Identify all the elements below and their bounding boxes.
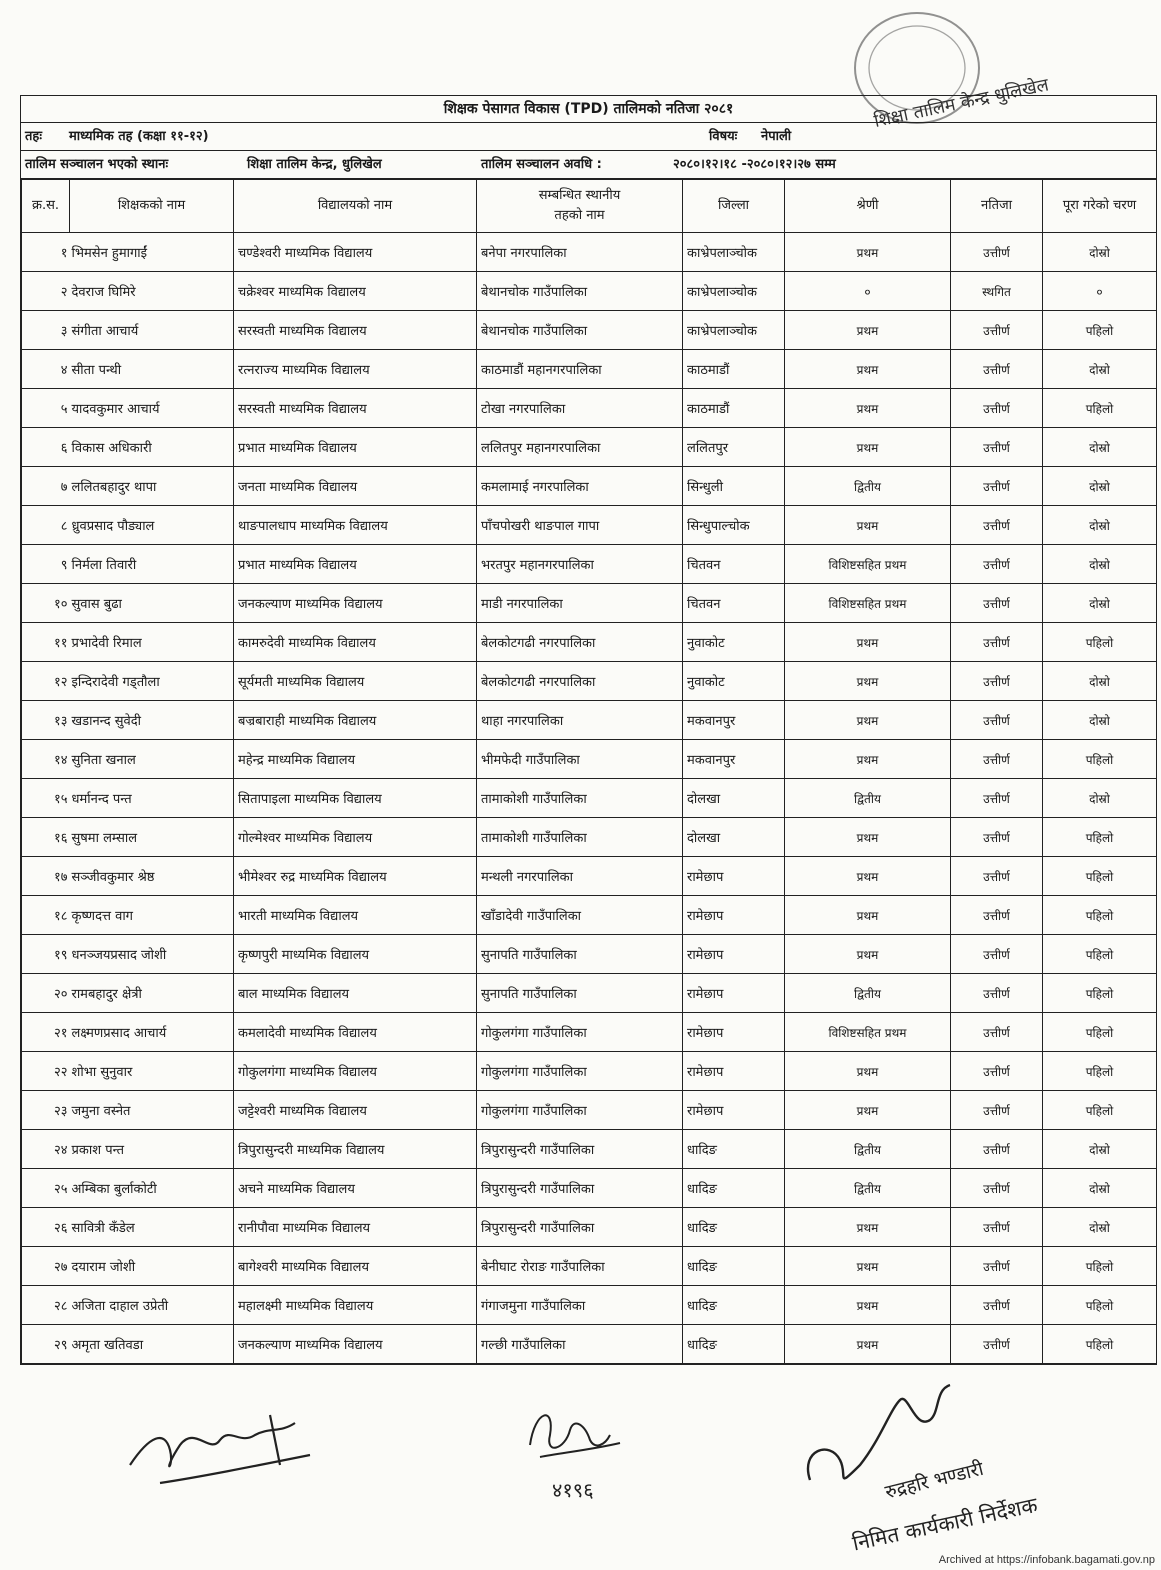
cell-district: सिन्धुली [683, 467, 785, 506]
cell-phase: दोस्रो [1043, 545, 1157, 584]
table-row [22, 779, 1157, 818]
cell-school: महालक्ष्मी माध्यमिक विद्यालय [234, 1286, 477, 1325]
cell-result: उत्तीर्ण [951, 506, 1043, 545]
cell-district: दोलखा [683, 818, 785, 857]
cell-local: सुनापति गाउँपालिका [477, 935, 683, 974]
cell-phase: दोस्रो [1043, 662, 1157, 701]
col-result: नतिजा [951, 180, 1043, 233]
cell-school: गोकुलगंगा माध्यमिक विद्यालय [234, 1052, 477, 1091]
cell-district: धादिङ [683, 1247, 785, 1286]
cell-division: द्वितीय [785, 467, 951, 506]
cell-district: रामेछाप [683, 935, 785, 974]
cell-result: उत्तीर्ण [951, 857, 1043, 896]
col-serial: क्र.स. [22, 180, 70, 233]
cell-local: त्रिपुरासुन्दरी गाउँपालिका [477, 1130, 683, 1169]
cell-local: त्रिपुरासुन्दरी गाउँपालिका [477, 1208, 683, 1247]
cell-division: प्रथम [785, 1052, 951, 1091]
cell-school: गोल्मेश्वर माध्यमिक विद्यालय [234, 818, 477, 857]
cell-result: उत्तीर्ण [951, 974, 1043, 1013]
cell-teacher: निर्मला तिवारी [70, 545, 234, 584]
cell-division: प्रथम [785, 662, 951, 701]
cell-division: प्रथम [785, 1286, 951, 1325]
cell-result: उत्तीर्ण [951, 896, 1043, 935]
table-row [22, 1013, 1157, 1052]
cell-district: काठमाडौं [683, 389, 785, 428]
cell-local: गोकुलगंगा गाउँपालिका [477, 1091, 683, 1130]
cell-serial: १० [22, 584, 70, 623]
cell-serial: ४ [22, 350, 70, 389]
signer-name: रुद्रहरि भण्डारी [882, 1457, 986, 1504]
archive-note: Archived at https://infobank.bagamati.gov.np [938, 1554, 1155, 1566]
cell-serial: १५ [22, 779, 70, 818]
cell-district: दोलखा [683, 779, 785, 818]
cell-phase: पहिलो [1043, 1286, 1157, 1325]
cell-phase: दोस्रो [1043, 506, 1157, 545]
table-row [22, 1286, 1157, 1325]
cell-district: रामेछाप [683, 1052, 785, 1091]
cell-school: थाङपालधाप माध्यमिक विद्यालय [234, 506, 477, 545]
cell-district: सिन्धुपाल्चोक [683, 506, 785, 545]
cell-school: सरस्वती माध्यमिक विद्यालय [234, 311, 477, 350]
cell-school: प्रभात माध्यमिक विद्यालय [234, 428, 477, 467]
cell-serial: २६ [22, 1208, 70, 1247]
cell-district: धादिङ [683, 1208, 785, 1247]
cell-teacher: सुषमा लम्साल [70, 818, 234, 857]
results-table-body [22, 233, 1157, 1364]
cell-local: भरतपुर महानगरपालिका [477, 545, 683, 584]
cell-serial: २४ [22, 1130, 70, 1169]
cell-district: मकवानपुर [683, 740, 785, 779]
table-row [22, 857, 1157, 896]
table-row [22, 1052, 1157, 1091]
cell-serial: ५ [22, 389, 70, 428]
col-local-line1: सम्बन्धित स्थानीय [538, 188, 621, 203]
cell-district: काभ्रेपलाञ्चोक [683, 311, 785, 350]
cell-school: अचने माध्यमिक विद्यालय [234, 1169, 477, 1208]
cell-teacher: जमुना वस्नेत [70, 1091, 234, 1130]
cell-school: प्रभात माध्यमिक विद्यालय [234, 545, 477, 584]
results-sheet [20, 95, 1157, 1365]
cell-division: प्रथम [785, 1325, 951, 1364]
cell-teacher: अमृता खतिवडा [70, 1325, 234, 1364]
cell-result: उत्तीर्ण [951, 779, 1043, 818]
table-row [22, 1091, 1157, 1130]
cell-result: स्थगित [951, 272, 1043, 311]
subject-label: विषयः [709, 129, 738, 144]
cell-division: प्रथम [785, 1208, 951, 1247]
cell-phase: दोस्रो [1043, 1208, 1157, 1247]
cell-phase: पहिलो [1043, 1013, 1157, 1052]
cell-division: प्रथम [785, 1091, 951, 1130]
cell-local: टोखा नगरपालिका [477, 389, 683, 428]
cell-result: उत्तीर्ण [951, 935, 1043, 974]
cell-serial: २ [22, 272, 70, 311]
cell-district: रामेछाप [683, 1091, 785, 1130]
cell-school: कमलादेवी माध्यमिक विद्यालय [234, 1013, 477, 1052]
cell-local: माडी नगरपालिका [477, 584, 683, 623]
table-row [22, 740, 1157, 779]
cell-teacher: अम्बिका बुर्लाकोटी [70, 1169, 234, 1208]
cell-school: महेन्द्र माध्यमिक विद्यालय [234, 740, 477, 779]
cell-phase: दोस्रो [1043, 233, 1157, 272]
cell-serial: ७ [22, 467, 70, 506]
cell-serial: १७ [22, 857, 70, 896]
cell-local: सुनापति गाउँपालिका [477, 974, 683, 1013]
cell-phase: दोस्रो [1043, 701, 1157, 740]
cell-result: उत्तीर्ण [951, 1091, 1043, 1130]
cell-phase: दोस्रो [1043, 779, 1157, 818]
cell-school: जनकल्याण माध्यमिक विद्यालय [234, 584, 477, 623]
cell-serial: १९ [22, 935, 70, 974]
cell-local: ललितपुर महानगरपालिका [477, 428, 683, 467]
table-row [22, 1325, 1157, 1364]
cell-division: प्रथम [785, 506, 951, 545]
cell-local: गंगाजमुना गाउँपालिका [477, 1286, 683, 1325]
cell-division: प्रथम [785, 935, 951, 974]
signature-middle-note: ४१९६ [552, 1478, 594, 1502]
cell-school: जनकल्याण माध्यमिक विद्यालय [234, 1325, 477, 1364]
cell-teacher: विकास अधिकारी [70, 428, 234, 467]
table-row [22, 662, 1157, 701]
cell-teacher: धनञ्जयप्रसाद जोशी [70, 935, 234, 974]
cell-teacher: इन्दिरादेवी गड्तौला [70, 662, 234, 701]
cell-result: उत्तीर्ण [951, 311, 1043, 350]
cell-phase: दोस्रो [1043, 467, 1157, 506]
cell-serial: ८ [22, 506, 70, 545]
cell-district: नुवाकोट [683, 623, 785, 662]
cell-phase: पहिलो [1043, 623, 1157, 662]
cell-school: कामरुदेवी माध्यमिक विद्यालय [234, 623, 477, 662]
cell-phase: पहिलो [1043, 1091, 1157, 1130]
cell-phase: दोस्रो [1043, 1169, 1157, 1208]
cell-school: चण्डेश्वरी माध्यमिक विद्यालय [234, 233, 477, 272]
cell-serial: २० [22, 974, 70, 1013]
cell-serial: २२ [22, 1052, 70, 1091]
col-division: श्रेणी [785, 180, 951, 233]
cell-school: भीमेश्वर रुद्र माध्यमिक विद्यालय [234, 857, 477, 896]
cell-local: गोकुलगंगा गाउँपालिका [477, 1013, 683, 1052]
cell-local: बेनीघाट रोराङ गाउँपालिका [477, 1247, 683, 1286]
cell-phase: पहिलो [1043, 818, 1157, 857]
cell-teacher: शोभा सुनुवार [70, 1052, 234, 1091]
cell-school: जट्टेश्वरी माध्यमिक विद्यालय [234, 1091, 477, 1130]
cell-teacher: लक्ष्मणप्रसाद आचार्य [70, 1013, 234, 1052]
table-row [22, 701, 1157, 740]
cell-local: भीमफेदी गाउँपालिका [477, 740, 683, 779]
cell-result: उत्तीर्ण [951, 233, 1043, 272]
cell-district: धादिङ [683, 1325, 785, 1364]
subject-value: नेपाली [761, 129, 792, 144]
cell-teacher: संगीता आचार्य [70, 311, 234, 350]
cell-result: उत्तीर्ण [951, 1208, 1043, 1247]
cell-serial: १८ [22, 896, 70, 935]
cell-teacher: देवराज घिमिरे [70, 272, 234, 311]
cell-result: उत्तीर्ण [951, 1286, 1043, 1325]
cell-local: बनेपा नगरपालिका [477, 233, 683, 272]
cell-teacher: प्रकाश पन्त [70, 1130, 234, 1169]
level-label: तहः [25, 129, 42, 144]
venue-label: तालिम सञ्चालन भएको स्थानः [25, 157, 169, 172]
table-header-row [22, 180, 1157, 233]
cell-school: कृष्णपुरी माध्यमिक विद्यालय [234, 935, 477, 974]
cell-phase: पहिलो [1043, 1052, 1157, 1091]
cell-teacher: ललितबहादुर थापा [70, 467, 234, 506]
cell-phase: दोस्रो [1043, 428, 1157, 467]
cell-local: काठमाडौं महानगरपालिका [477, 350, 683, 389]
cell-result: उत्तीर्ण [951, 623, 1043, 662]
cell-serial: १३ [22, 701, 70, 740]
cell-district: धादिङ [683, 1286, 785, 1325]
cell-serial: १२ [22, 662, 70, 701]
cell-division: प्रथम [785, 350, 951, 389]
cell-serial: २५ [22, 1169, 70, 1208]
cell-result: उत्तीर्ण [951, 1247, 1043, 1286]
cell-division: द्वितीय [785, 974, 951, 1013]
cell-district: धादिङ [683, 1169, 785, 1208]
cell-division: विशिष्टसहित प्रथम [785, 545, 951, 584]
cell-school: बागेश्वरी माध्यमिक विद्यालय [234, 1247, 477, 1286]
venue-value: शिक्षा तालिम केन्द्र, धुलिखेल [247, 157, 382, 172]
cell-district: काभ्रेपलाञ्चोक [683, 272, 785, 311]
cell-district: धादिङ [683, 1130, 785, 1169]
cell-result: उत्तीर्ण [951, 740, 1043, 779]
table-row [22, 233, 1157, 272]
level-subject-row [21, 123, 1156, 151]
cell-division: प्रथम [785, 233, 951, 272]
cell-result: उत्तीर्ण [951, 1169, 1043, 1208]
cell-division: द्वितीय [785, 1130, 951, 1169]
cell-division: प्रथम [785, 428, 951, 467]
cell-school: बाल माध्यमिक विद्यालय [234, 974, 477, 1013]
cell-result: उत्तीर्ण [951, 584, 1043, 623]
cell-district: काभ्रेपलाञ्चोक [683, 233, 785, 272]
cell-district: रामेछाप [683, 1013, 785, 1052]
cell-phase: दोस्रो [1043, 1130, 1157, 1169]
cell-division: विशिष्टसहित प्रथम [785, 584, 951, 623]
cell-phase: पहिलो [1043, 1247, 1157, 1286]
level-value: माध्यमिक तह (कक्षा ११-१२) [69, 129, 209, 144]
cell-local: कमलामाई नगरपालिका [477, 467, 683, 506]
cell-result: उत्तीर्ण [951, 1013, 1043, 1052]
table-row [22, 896, 1157, 935]
col-phase: पूरा गरेको चरण [1043, 180, 1157, 233]
stamp-text: शिक्षा तालिम केन्द्र धुलिखेल [872, 74, 1051, 132]
cell-phase: ० [1043, 272, 1157, 311]
cell-local: तामाकोशी गाउँपालिका [477, 779, 683, 818]
table-row [22, 506, 1157, 545]
cell-school: भारती माध्यमिक विद्यालय [234, 896, 477, 935]
cell-result: उत्तीर्ण [951, 467, 1043, 506]
cell-district: काठमाडौं [683, 350, 785, 389]
cell-local: गल्छी गाउँपालिका [477, 1325, 683, 1364]
cell-local: बेथानचोक गाउँपालिका [477, 272, 683, 311]
cell-division: द्वितीय [785, 1169, 951, 1208]
cell-division: प्रथम [785, 740, 951, 779]
cell-local: बेलकोटगढी नगरपालिका [477, 623, 683, 662]
cell-division: प्रथम [785, 389, 951, 428]
cell-phase: पहिलो [1043, 896, 1157, 935]
cell-local: पाँचपोखरी थाङपाल गापा [477, 506, 683, 545]
table-row [22, 1130, 1157, 1169]
cell-division: ० [785, 272, 951, 311]
cell-phase: पहिलो [1043, 311, 1157, 350]
cell-serial: १६ [22, 818, 70, 857]
cell-teacher: खडानन्द सुवेदी [70, 701, 234, 740]
cell-teacher: भिमसेन हुमागाईं [70, 233, 234, 272]
signature-right [790, 1370, 1090, 1556]
cell-division: प्रथम [785, 701, 951, 740]
cell-result: उत्तीर्ण [951, 428, 1043, 467]
cell-division: प्रथम [785, 818, 951, 857]
cell-division: द्वितीय [785, 779, 951, 818]
cell-division: प्रथम [785, 1247, 951, 1286]
cell-serial: ३ [22, 311, 70, 350]
cell-phase: दोस्रो [1043, 350, 1157, 389]
cell-local: बेलकोटगढी नगरपालिका [477, 662, 683, 701]
cell-school: सरस्वती माध्यमिक विद्यालय [234, 389, 477, 428]
table-row [22, 272, 1157, 311]
cell-school: रानीपौवा माध्यमिक विद्यालय [234, 1208, 477, 1247]
cell-school: सितापाइला माध्यमिक विद्यालय [234, 779, 477, 818]
table-row [22, 428, 1157, 467]
cell-school: बज्रबाराही माध्यमिक विद्यालय [234, 701, 477, 740]
page-title: शिक्षक पेसागत विकास (TPD) तालिमको नतिजा २०८१ [21, 96, 1156, 123]
cell-local: बेथानचोक गाउँपालिका [477, 311, 683, 350]
table-row [22, 1169, 1157, 1208]
cell-teacher: सञ्जीवकुमार श्रेष्ठ [70, 857, 234, 896]
cell-teacher: ध्रुवप्रसाद पौड्याल [70, 506, 234, 545]
cell-local: थाहा नगरपालिका [477, 701, 683, 740]
cell-result: उत्तीर्ण [951, 701, 1043, 740]
cell-division: विशिष्टसहित प्रथम [785, 1013, 951, 1052]
cell-phase: दोस्रो [1043, 584, 1157, 623]
table-row [22, 1208, 1157, 1247]
cell-local: गोकुलगंगा गाउँपालिका [477, 1052, 683, 1091]
cell-teacher: सीता पन्थी [70, 350, 234, 389]
cell-serial: २७ [22, 1247, 70, 1286]
cell-result: उत्तीर्ण [951, 818, 1043, 857]
cell-phase: पहिलो [1043, 389, 1157, 428]
cell-result: उत्तीर्ण [951, 545, 1043, 584]
cell-serial: २८ [22, 1286, 70, 1325]
table-row [22, 623, 1157, 662]
table-row [22, 974, 1157, 1013]
cell-teacher: कृष्णदत्त वाग [70, 896, 234, 935]
cell-division: प्रथम [785, 623, 951, 662]
cell-teacher: अजिता दाहाल उप्रेती [70, 1286, 234, 1325]
table-row [22, 935, 1157, 974]
cell-result: उत्तीर्ण [951, 1325, 1043, 1364]
results-table [21, 179, 1157, 1364]
cell-division: प्रथम [785, 857, 951, 896]
cell-phase: पहिलो [1043, 740, 1157, 779]
col-school: विद्यालयको नाम [234, 180, 477, 233]
cell-serial: १ [22, 233, 70, 272]
table-row [22, 584, 1157, 623]
cell-school: चक्रेश्वर माध्यमिक विद्यालय [234, 272, 477, 311]
cell-district: मकवानपुर [683, 701, 785, 740]
table-row [22, 545, 1157, 584]
col-local [477, 180, 683, 233]
col-teacher: शिक्षकको नाम [70, 180, 234, 233]
cell-teacher: सुवास बुढा [70, 584, 234, 623]
cell-phase: पहिलो [1043, 1325, 1157, 1364]
cell-district: चितवन [683, 584, 785, 623]
cell-serial: १४ [22, 740, 70, 779]
period-label: तालिम सञ्चालन अवधि : [481, 157, 602, 172]
cell-district: रामेछाप [683, 896, 785, 935]
cell-district: नुवाकोट [683, 662, 785, 701]
cell-local: त्रिपुरासुन्दरी गाउँपालिका [477, 1169, 683, 1208]
signature-middle [510, 1395, 630, 1505]
table-row [22, 389, 1157, 428]
cell-teacher: प्रभादेवी रिमाल [70, 623, 234, 662]
cell-district: चितवन [683, 545, 785, 584]
signature-left [120, 1405, 320, 1495]
cell-result: उत्तीर्ण [951, 350, 1043, 389]
cell-division: प्रथम [785, 311, 951, 350]
signer-title: निमित कार्यकारी निर्देशक [850, 1492, 1040, 1556]
cell-teacher: धर्मानन्द पन्त [70, 779, 234, 818]
cell-school: जनता माध्यमिक विद्यालय [234, 467, 477, 506]
cell-teacher: दयाराम जोशी [70, 1247, 234, 1286]
cell-phase: पहिलो [1043, 857, 1157, 896]
cell-result: उत्तीर्ण [951, 662, 1043, 701]
cell-result: उत्तीर्ण [951, 1130, 1043, 1169]
table-row [22, 350, 1157, 389]
period-value: २०८०।१२।१८ -२०८०।१२।२७ सम्म [673, 157, 836, 172]
cell-teacher: सावित्री कँडेल [70, 1208, 234, 1247]
cell-phase: पहिलो [1043, 935, 1157, 974]
table-row [22, 818, 1157, 857]
cell-phase: पहिलो [1043, 974, 1157, 1013]
cell-serial: ६ [22, 428, 70, 467]
cell-serial: ९ [22, 545, 70, 584]
cell-serial: २९ [22, 1325, 70, 1364]
table-row [22, 311, 1157, 350]
cell-teacher: यादवकुमार आचार्य [70, 389, 234, 428]
cell-result: उत्तीर्ण [951, 389, 1043, 428]
cell-serial: २३ [22, 1091, 70, 1130]
cell-school: रत्नराज्य माध्यमिक विद्यालय [234, 350, 477, 389]
cell-district: रामेछाप [683, 857, 785, 896]
table-row [22, 467, 1157, 506]
cell-local: मन्थली नगरपालिका [477, 857, 683, 896]
venue-period-row [21, 151, 1156, 179]
cell-teacher: सुनिता खनाल [70, 740, 234, 779]
cell-teacher: रामबहादुर क्षेत्री [70, 974, 234, 1013]
cell-result: उत्तीर्ण [951, 1052, 1043, 1091]
cell-school: त्रिपुरासुन्दरी माध्यमिक विद्यालय [234, 1130, 477, 1169]
cell-district: रामेछाप [683, 974, 785, 1013]
col-local-line2: तहको नाम [554, 208, 605, 223]
cell-school: सूर्यमती माध्यमिक विद्यालय [234, 662, 477, 701]
cell-division: प्रथम [785, 896, 951, 935]
cell-local: खाँडादेवी गाउँपालिका [477, 896, 683, 935]
table-row [22, 1247, 1157, 1286]
col-district: जिल्ला [683, 180, 785, 233]
cell-local: तामाकोशी गाउँपालिका [477, 818, 683, 857]
cell-district: ललितपुर [683, 428, 785, 467]
cell-serial: ११ [22, 623, 70, 662]
cell-serial: २१ [22, 1013, 70, 1052]
